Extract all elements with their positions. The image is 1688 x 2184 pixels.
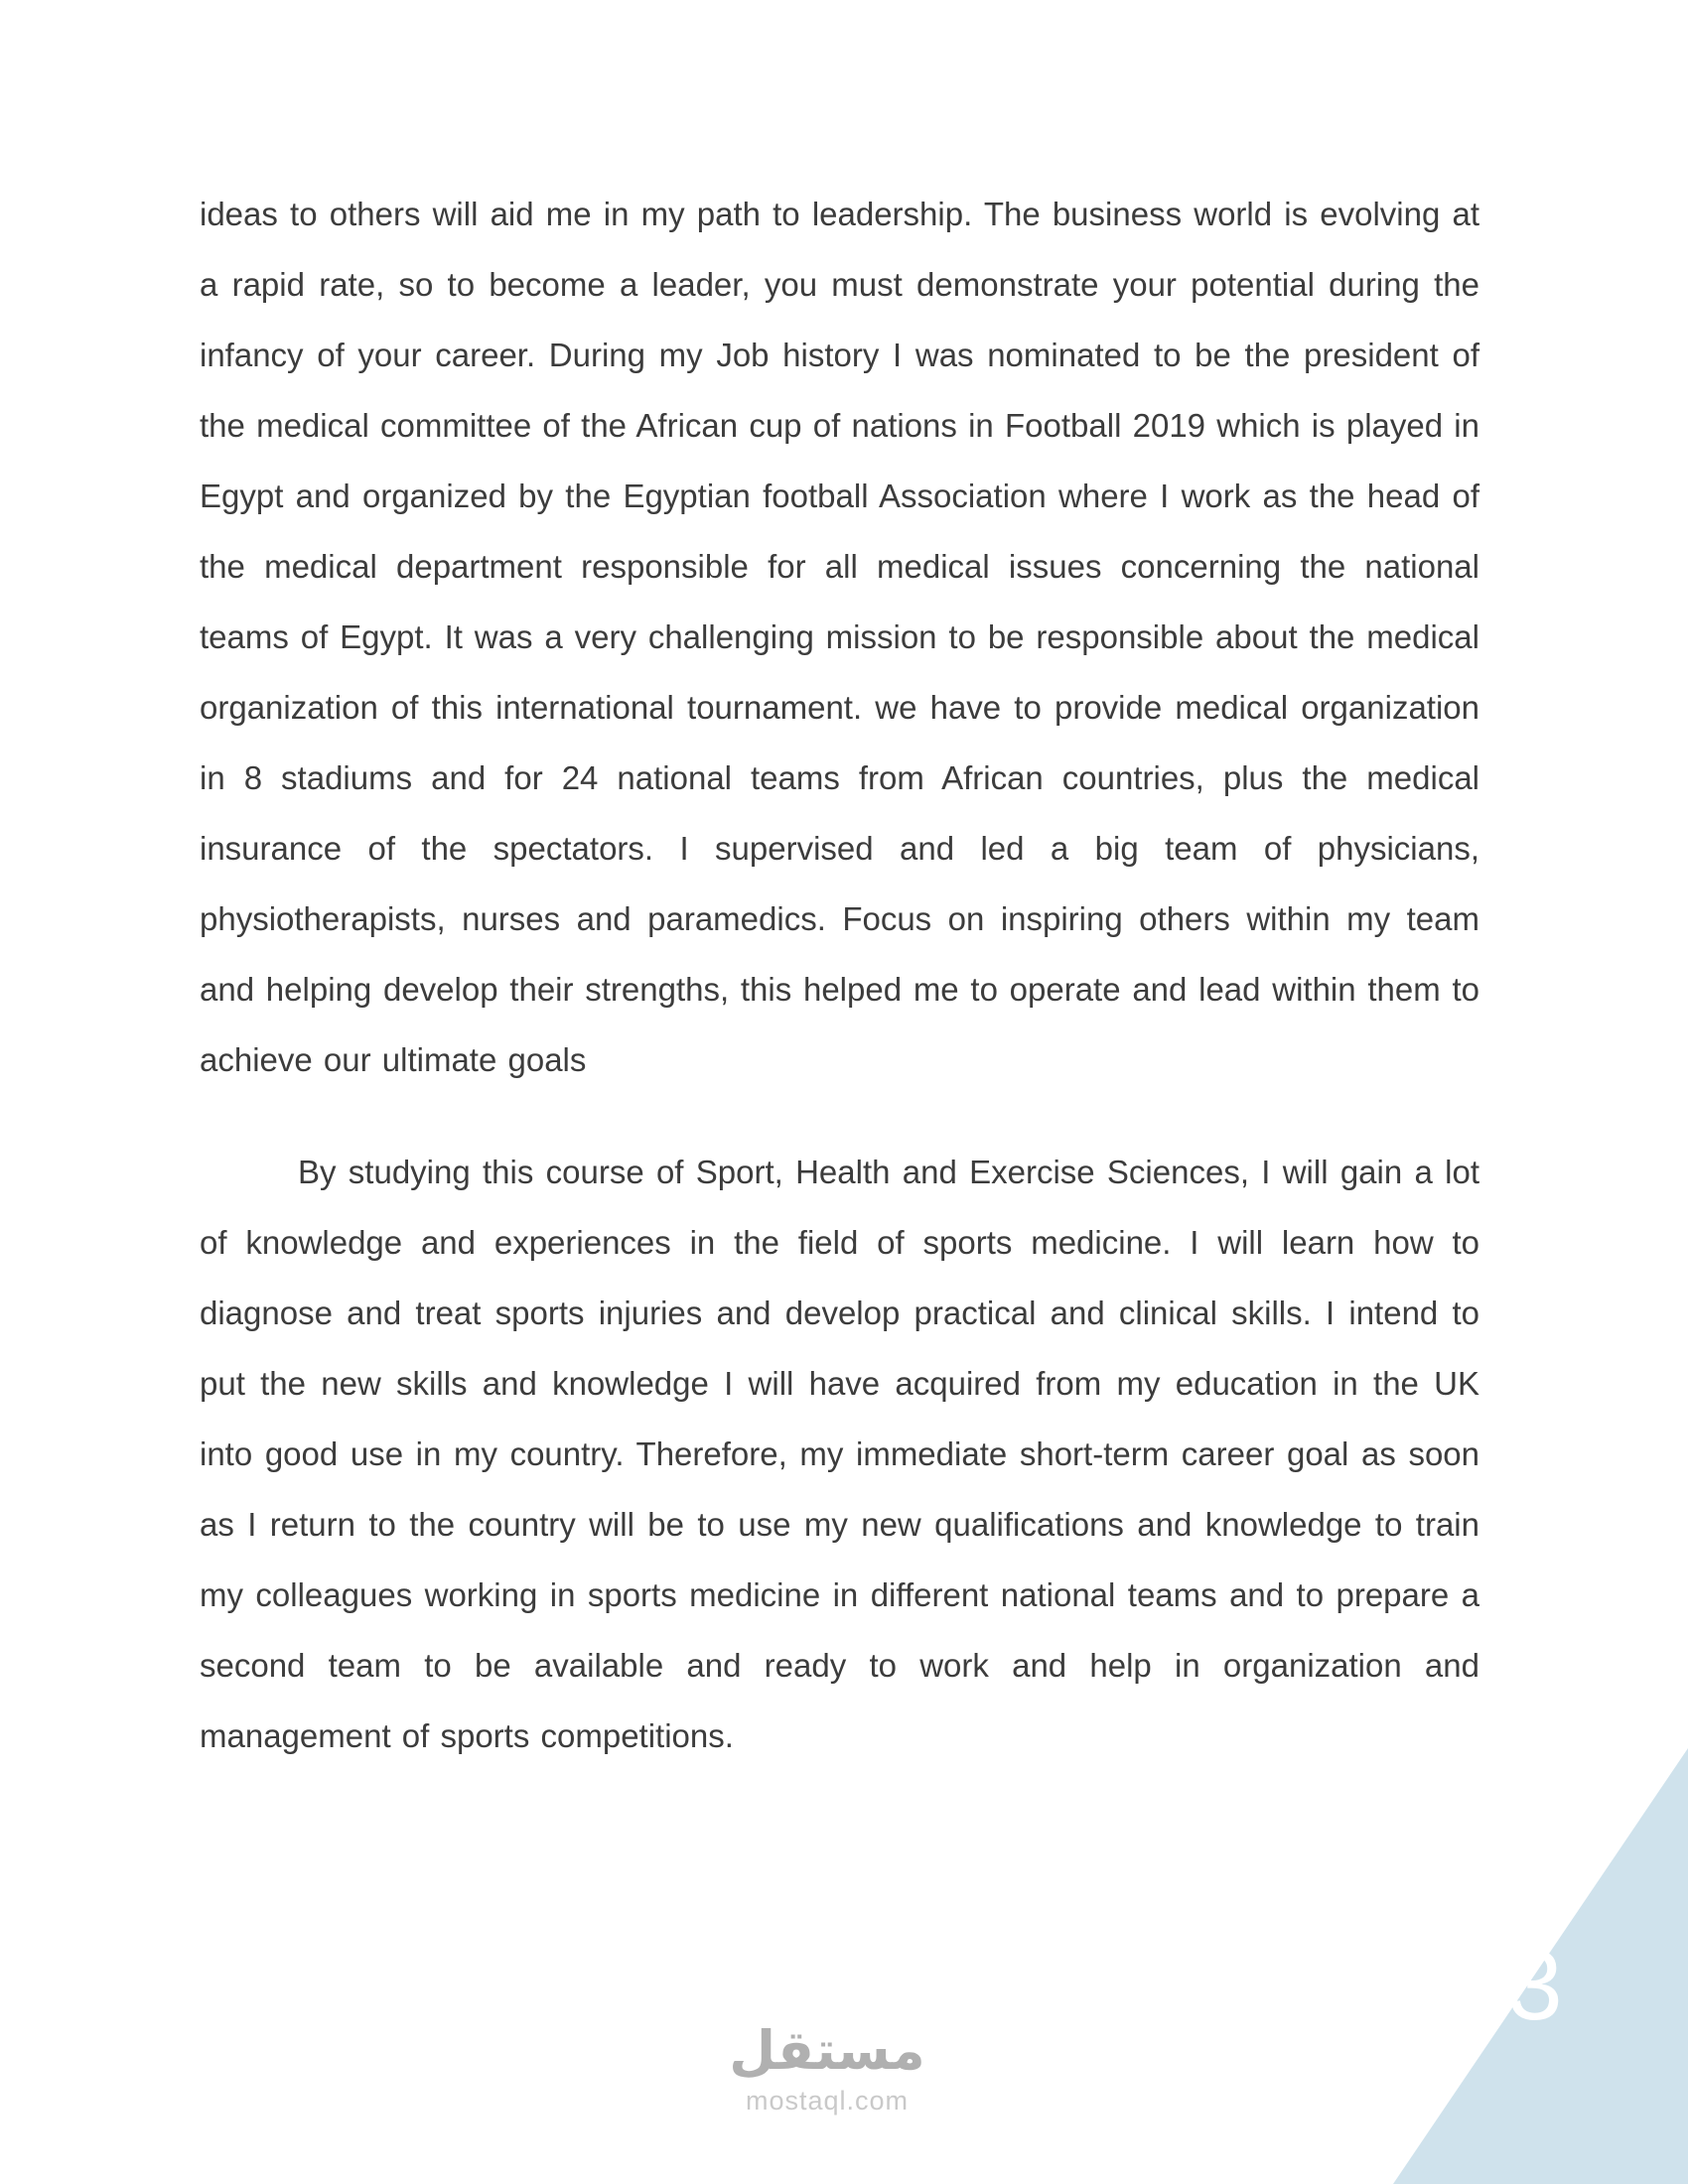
- watermark: [729, 2020, 925, 2116]
- mostaql-logo: مستقل: [729, 2019, 925, 2082]
- page-body-text: [200, 179, 1479, 1771]
- paragraph-leadership-experience: ideas to others will aid me in my path to leadership. The business world is evolving at a rapid rate, so to become a leader, you must demonstrate your potential during the infancy of your career. During my Job history I was nominated to be the president of the medical committee of the African cup of nations in Football 2019 which is played in Egypt and organized by the Egyptian football Association where I work as the head of the medical department responsible for all medical issues concerning the national teams of Egypt. It was a very challenging mission to be responsible about the medical organization of this international tournament. we have to provide medical organization in 8 stadiums and for 24 national teams from African countries, plus the medical insurance of the spectators. I supervised and led a big team of physicians, physiotherapists, nurses and paramedics. Focus on inspiring others within my team and helping develop their strengths, this helped me to operate and lead within them to achieve our ultimate goals: [200, 196, 1479, 1078]
- page-number: 3: [1507, 1930, 1563, 2041]
- mostaql-url: mostaql.com: [745, 2086, 910, 2116]
- paragraph-study-goals: By studying this course of Sport, Health and Exercise Sciences, I will gain a lot of knowledge and experiences in the field of sports medicine. I will learn how to diagnose and treat sports injuries and develop practical and clinical skills. I intend to put the new skills and knowledge I will have acquired from my education in the UK into good use in my country. Therefore, my immediate short-term career goal as soon as I return to the country will be to use my new qualifications and knowledge to train my colleagues working in sports medicine in different national teams and to prepare a second team to be available and ready to work and help in organization and management of sports competitions.: [200, 1154, 1479, 1754]
